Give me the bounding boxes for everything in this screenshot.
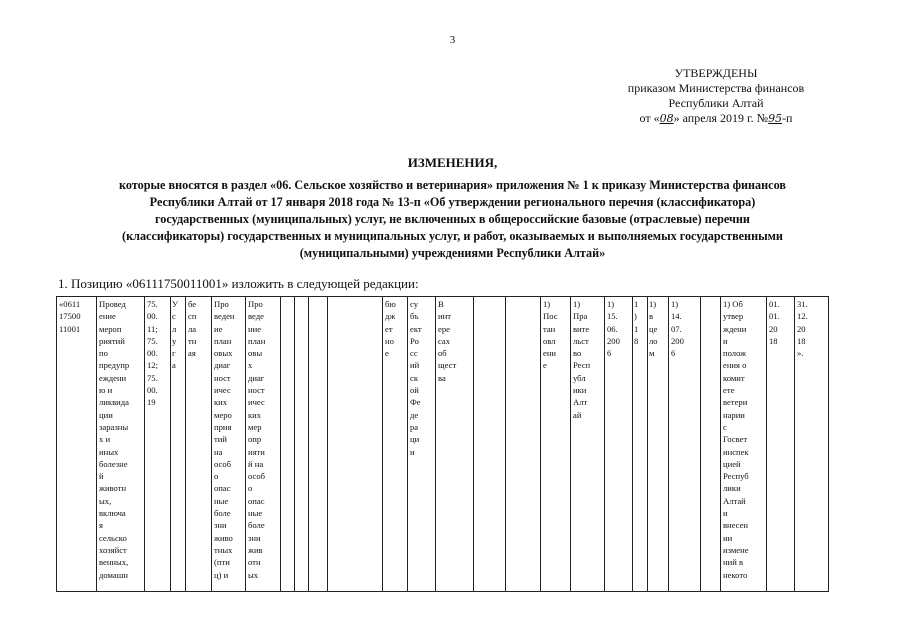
page-number: 3 xyxy=(449,34,456,46)
item-paragraph: 1. Позицию «06111750011001» изложить в следующей редакции: xyxy=(58,276,419,291)
table-cell: су бъ ект Ро сс ий ск ой Фе де ра ци и xyxy=(408,297,436,592)
date-middle: » апреля 2019 г. № xyxy=(673,111,769,125)
approval-order-line: приказом Министерства финансов xyxy=(627,81,805,95)
table-cell xyxy=(506,297,541,592)
table-cell xyxy=(281,297,295,592)
approval-date-line xyxy=(600,111,832,126)
document-title: ИЗМЕНЕНИЯ, xyxy=(407,155,498,170)
table-cell: У с л у г а xyxy=(171,297,186,592)
date-prefix: от « xyxy=(639,111,660,125)
approval-block xyxy=(600,66,832,126)
table-cell: 01. 01. 20 18 xyxy=(767,297,795,592)
table-cell: 1) 15. 06. 200 6 xyxy=(605,297,633,592)
approval-title: УТВЕРЖДЕНЫ xyxy=(674,66,758,80)
table-cell: 1) в це ло м xyxy=(648,297,669,592)
table-cell: Провед ение мероп риятий по предупр еждени ю и ликвида ции заразны х и иных болезне й животн ых, включа я сельско хозяйст венных, домашн xyxy=(97,297,145,592)
table-cell: 1) 14. 07. 200 6 xyxy=(669,297,701,592)
table-cell: 1 ) 1 8 xyxy=(633,297,648,592)
table-cell: 1) Пос тан овл ени е xyxy=(541,297,571,592)
table-cell xyxy=(309,297,328,592)
approval-republic-line: Республики Алтай xyxy=(668,96,764,110)
document-description: которые вносятся в раздел «06. Сельское хозяйство и ветеринария» приложения № 1 к приказу Министерства финансов Республики Алтай от 17 января 2018 года № 13-п «Об утверждении регионального перечня (классификатора) государственных (муниципальных) услуг, не включенных в общероссийские базовые (отраслевые) перечни (классификаторы) государственных и муниципальных услуг, и работ, оказываемых и выполняемых государственными (муниципальными) учреждениями Республики Алтай» xyxy=(119,178,786,260)
table-cell: 1) Об утвер ждени и полож ения о комит ете ветери нарии с Госвет инспек цией Респуб лики Алтай и внесен ии измене ний в некото xyxy=(721,297,767,592)
table-cell xyxy=(328,297,383,592)
table-cell: Про веден ие план овых диаг ност ичес ких меро прия тий на особ о опас ные боле зни живо тных (пти ц) и xyxy=(212,297,246,592)
table-cell xyxy=(701,297,721,592)
table-cell: В инт ере сах об щест ва xyxy=(436,297,474,592)
handwritten-day: 08 xyxy=(659,112,674,125)
handwritten-number: 95 xyxy=(768,112,783,125)
table-cell xyxy=(295,297,309,592)
date-suffix: -п xyxy=(782,111,793,125)
table-cell: «0611 17500 11001 xyxy=(57,297,97,592)
classifier-table xyxy=(56,296,829,592)
table-cell xyxy=(474,297,506,592)
table-cell: 1) Пра вите льст во Респ убл ики Алт ай xyxy=(571,297,605,592)
table-cell: бе сп ла тн ая xyxy=(186,297,212,592)
table-row xyxy=(57,297,829,592)
table-cell: бю дж ет но е xyxy=(383,297,408,592)
table-cell: 75. 00. 11; 75. 00. 12; 75. 00. 19 xyxy=(145,297,171,592)
table-cell: 31. 12. 20 18 ». xyxy=(795,297,829,592)
table-cell: Про веде ние план овы х диаг ност ичес ких мер опр ияти й на особ о опас ные боле зни жив отн ых xyxy=(246,297,281,592)
